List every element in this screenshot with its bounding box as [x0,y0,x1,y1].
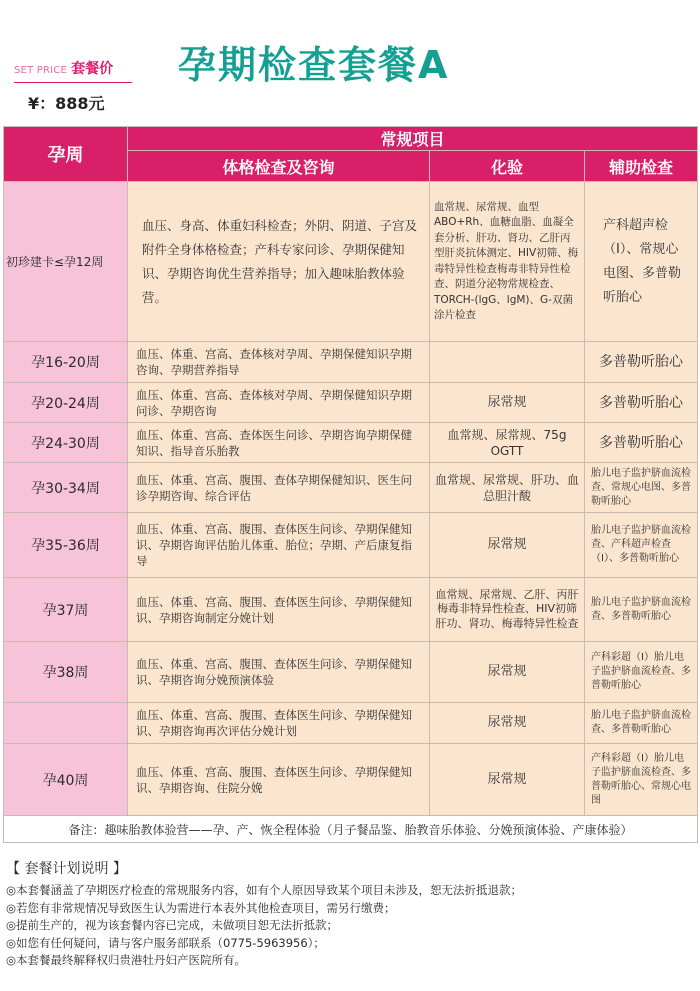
week-cell: 孕38周 [4,642,128,703]
header-body-exam: 体格检查及咨询 [128,151,430,182]
price-divider [14,82,132,83]
price-value: ¥：888元 [28,94,105,113]
price-block [14,58,132,114]
body-exam-cell: 血压、体重、宫高、腹围、查体医生问诊、孕期保健知识、孕期咨询评估胎儿体重、胎位；孕期、产后康复指导 [128,513,430,578]
lab-cell [430,342,585,383]
aux-cell: 产科超声检（Ⅰ）、常规心电图、多普勒听胎心 [585,182,698,342]
table-row [4,642,698,703]
lab-cell: 尿常规 [430,383,585,423]
header-lab: 化验 [430,151,585,182]
aux-cell: 多普勒听胎心 [585,423,698,463]
table-row [4,383,698,423]
plan-line: ◎若您有非常规情况导致医生认为需进行本表外其他检查项目，需另行缴费； [6,900,396,915]
header-routine-items: 常规项目 [128,127,698,151]
lab-cell: 尿常规 [430,703,585,744]
body-exam-cell: 血压、体重、宫高、腹围、查体医生问诊、孕期保健知识、孕期咨询再次评估分娩计划 [128,703,430,744]
lab-cell: 血常规、尿常规、乙肝、丙肝梅毒非特异性检查、HIV初筛肝功、肾功、梅毒特异性检查 [430,578,585,642]
week-cell: 孕35-36周 [4,513,128,578]
aux-cell: 胎儿电子监护脐血流检查、产科超声检查（Ⅰ）、多普勒听胎心 [585,513,698,578]
page-title: 孕期检查套餐A [178,43,450,87]
table-row [4,703,698,744]
body-exam-cell: 血压、体重、宫高、腹围、查体孕期保健知识、医生问诊孕期咨询、综合评估 [128,463,430,513]
plan-line: ◎如您有任何疑问，请与客户服务部联系（0775-5963956）； [6,935,325,950]
body-exam-cell: 血压、体重、宫高、腹围、查体医生问诊、孕期保健知识、孕期咨询制定分娩计划 [128,578,430,642]
lab-cell: 血常规、尿常规、75g OGTT [430,423,585,463]
week-cell [4,703,128,744]
table-row [4,513,698,578]
plan-notes [6,858,696,970]
table-row [4,423,698,463]
body-exam-cell: 血压、身高、体重妇科检查；外阴、阴道、子宫及附件全身体格检查；产科专家问诊、孕期保健知识、孕期咨询优生营养指导；加入趣味胎教体验营。 [128,182,430,342]
header-aux: 辅助检查 [585,151,698,182]
aux-cell: 多普勒听胎心 [585,383,698,423]
set-price-label [14,58,132,78]
plan-title: 【 套餐计划说明 】 [6,861,127,877]
body-exam-cell: 血压、体重、宫高、查体核对孕周、孕期保健知识孕期问诊、孕期咨询 [128,383,430,423]
aux-cell: 产科彩超（Ⅰ）胎儿电子监护脐血流检查、多普勒听胎心 [585,642,698,703]
lab-cell: 尿常规 [430,513,585,578]
plan-line: ◎本套餐涵盖了孕期医疗检查的常规服务内容，如有个人原因导致某个项目未涉及，恕无法折抵退款； [6,883,523,897]
body-exam-cell: 血压、体重、宫高、腹围、查体医生问诊、孕期保健知识、孕期咨询分娩预演体验 [128,642,430,703]
table-note-row [4,816,698,843]
week-cell: 孕16-20周 [4,342,128,383]
plan-line: ◎本套餐最终解释权归贵港牡丹妇产医院所有。 [6,953,247,967]
package-table [3,126,698,843]
set-price-en: SET PRICE [14,65,67,76]
plan-line: ◎提前生产的，视为该套餐内容已完成，未做项目恕无法折抵款； [6,918,339,932]
aux-cell: 胎儿电子监护脐血流检查、常规心电图、多普勒听胎心 [585,463,698,513]
body-exam-cell: 血压、体重、宫高、查体核对孕周、孕期保健知识孕期咨询、孕期营养指导 [128,342,430,383]
body-exam-cell: 血压、体重、宫高、查体医生问诊、孕期咨询孕期保健知识、指导音乐胎教 [128,423,430,463]
table-row [4,182,698,342]
lab-cell: 血常规、尿常规、肝功、血总胆汁酸 [430,463,585,513]
lab-cell: 血常规、尿常规、血型ABO+Rh、血糖血脂、血凝全套分析、肝功、肾功、乙肝丙型肝炎抗体测定、HIV初筛、梅毒特异性检查梅毒非特异性检查、阴道分泌物常规检查、TORCH-(lgG、lgM)、G-双菌涂片检查 [430,182,585,342]
aux-cell: 胎儿电子监护脐血流检查、多普勒听胎心 [585,578,698,642]
week-cell: 孕30-34周 [4,463,128,513]
week-cell: 孕40周 [4,744,128,816]
table-row [4,463,698,513]
header-week: 孕周 [4,127,128,182]
week-cell: 孕24-30周 [4,423,128,463]
lab-cell: 尿常规 [430,642,585,703]
body-exam-cell: 血压、体重、宫高、腹围、查体医生问诊、孕期保健知识、孕期咨询、住院分娩 [128,744,430,816]
lab-cell: 尿常规 [430,744,585,816]
week-cell: 初珍建卡≤孕12周 [4,182,128,342]
table-row [4,744,698,816]
set-price-cn: 套餐价 [71,61,114,77]
aux-cell: 多普勒听胎心 [585,342,698,383]
week-cell: 孕20-24周 [4,383,128,423]
week-cell: 孕37周 [4,578,128,642]
aux-cell: 胎儿电子监护脐血流检查、多普勒听胎心 [585,703,698,744]
table-note: 备注：趣味胎教体验营——孕、产、恢全程体验（月子餐品鉴、胎教音乐体验、分娩预演体验、产康体验） [4,816,698,843]
table-row [4,342,698,383]
aux-cell: 产科彩超（Ⅰ）胎儿电子监护脐血流检查、多普勒听胎心、常规心电图 [585,744,698,816]
table-row [4,578,698,642]
